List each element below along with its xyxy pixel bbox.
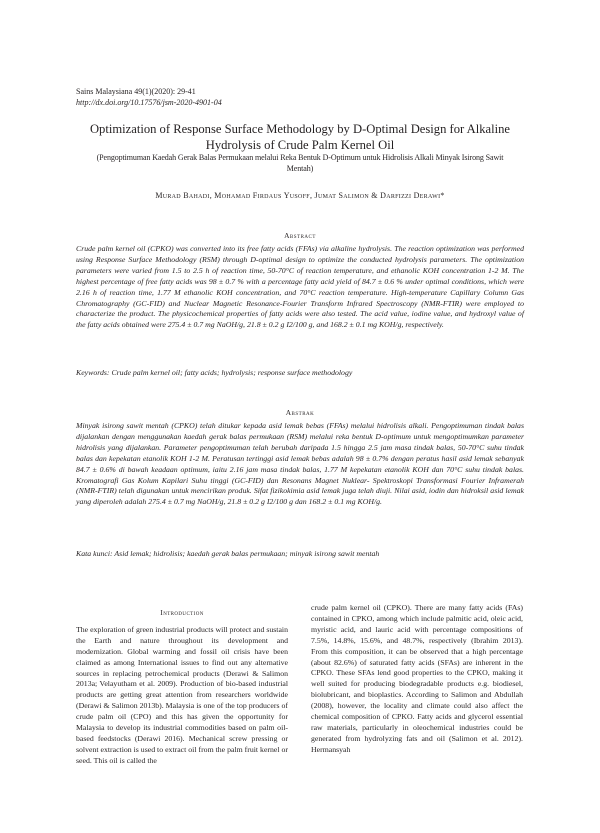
- paper-subtitle: (Pengoptimuman Kaedah Gerak Balas Permukaan melalui Reka Bentuk D-Optimum untuk Hidrolisis Alkali Minyak Isirong Sawit Mentah): [96, 153, 504, 173]
- introduction-paragraph-left: The exploration of green industrial products will protect and sustain the Earth and nature throughout its development and modernization. Global warming and fossil oil crisis have been claimed as among International issues to find out any alternative sources in replacing petrochemical products (Derawi & Salimon 2013a; Velayutham et al. 2009). Production of bio-based industrial products are getting great attention from researchers worldwide (Derawi & Salimon 2013b). Malaysia is one of the top producers of crude palm oil (CPO) and this has given the opportunity for Malaysia to develop its industrial commodities based on palm oil-based feedstocks (Derawi 2016). Mechanical screw pressing or solvent extraction is used to extract oil from the palm fruit kernel or seed. This oil is called the: [76, 624, 288, 765]
- abstrak-keywords: Kata kunci: Asid lemak; hidrolisis; kaedah gerak balas permukaan; minyak isirong sawit mentah: [76, 549, 380, 558]
- body-column-right: [311, 603, 523, 756]
- body-column-left: [76, 608, 288, 767]
- abstrak-heading: Abstrak: [285, 408, 315, 417]
- abstract-text: Crude palm kernel oil (CPKO) was converted into its free fatty acids (FFAs) via alkaline hydrolysis. The reaction optimization was performed using Response Surface Methodology (RSM) through D-optimal design to optimize the conducted hydrolysis parameters. The optimization parameters were varied from 1.5 to 2.5 h of reaction time, 50-70°C of reaction temperature, and ethanolic KOH concentration 1-2 M. The highest percentage of free fatty acids was 98 ± 0.7 % with a percentage fatty acid yield of 84.7 ± 0.6 % under optimal conditions, which were 2.16 h of reaction time, 1.77 M ethanolic KOH concentration, and 70°C reaction temperature. High-temperature Capillary Column Gas Chromatography (GC-FID) and Nuclear Magnetic Resonance-Fourier Transform Infrared Spectroscopy (NMR-FTIR) were employed to characterize the product. The physicochemical properties of fatty acids were also tested. The acid value, iodine value, and hydroxyl value of the fatty acids obtained were 275.4 ± 0.7 mg NaOH/g, 21.8 ± 0.2 g I2/100 g, and 168.2 ± 0.1 mg KOH/g, respectively.: [76, 244, 524, 330]
- introduction-paragraph-right: crude palm kernel oil (CPKO). There are many fatty acids (FAs) contained in CPKO, among which include palmitic acid, oleic acid, myristic acid, and lauric acid with percentage compositions of 7.5%, 14.8%, 15.6%, and 48.7%, respectively (Ibrahim 2013). From this composition, it can be observed that a high percentage (about 82.6%) of saturated fatty acids (SFAs) are inherent in the CPKO. These SFAs lend good properties to the CPKO, making it well suited for producing biodegradable products e.g. biodiesel, biolubricant, and bioplastics. According to Salimon and Abdullah (2008), however, the locality and climate could also affect the chemical composition of CPKO. Fatty acids and glycerol essential raw materials, particularly in oleochemical industries could be generated from hydrolyzing fats and oil (Salimon et al. 2012). Hermansyah: [311, 603, 523, 754]
- journal-reference: Sains Malaysiana 49(1)(2020): 29-41: [76, 87, 196, 96]
- introduction-heading: Introduction: [160, 608, 204, 617]
- abstrak-text: Minyak isirong sawit mentah (CPKO) telah ditukar kepada asid lemak bebas (FFAs) melalui hidrolisis alkali. Pengoptimuman tindak balas dijalankan dengan menggunakan kaedah gerak balas permukaan (RSM) melalui reka bentuk D-optimum untuk mengoptimumkan parameter hidrolisis yang dijalankan. Parameter pengoptimuman telah berubah daripada 1.5 hingga 2.5 jam masa tindak balas, 50-70°C suhu tindak balas dan kepekatan etanolik KOH 1-2 M. Peratusan tertinggi asid lemak bebas adalah 98 ± 0.7% dengan peratus hasil asid lemak sebanyak 84.7 ± 0.6% di bawah keadaan optimum, iaitu 2.16 jam masa tindak balas, 1.77 M kepekatan etanolik KOH dan 70°C suhu tindak balas. Kromatografi Gas Kolum Kapilari Suhu tinggi (GC-FID) dan Resonans Magnet Nuklear- Spektroskopi Transformasi Fourier Inframerah (NMR-FTIR) telah digunakan untuk mencirikan produk. Sifat fizikokimia asid lemak juga telah diuji. Nilai asid, iodin dan hidroksil asid lemak yang diperoleh adalah 275.4 ± 0.7 mg NaOH/g, 21.8 ± 0.2 g I2/100 g dan 168.2 ± 0.1 mg KOH/g.: [76, 421, 524, 507]
- doi-link[interactable]: http://dx.doi.org/10.17576/jsm-2020-4901-04: [76, 98, 222, 107]
- abstract-heading: Abstract: [284, 231, 316, 240]
- abstract-keywords: Keywords: Crude palm kernel oil; fatty acids; hydrolysis; response surface methodology: [76, 368, 353, 377]
- author-list: Murad Bahadi, Mohamad Firdaus Yusoff, Jumat Salimon & Darfizzi Derawi*: [155, 191, 445, 200]
- paper-title: Optimization of Response Surface Methodology by D-Optimal Design for Alkaline Hydrolysis of Crude Palm Kernel Oil: [89, 122, 511, 152]
